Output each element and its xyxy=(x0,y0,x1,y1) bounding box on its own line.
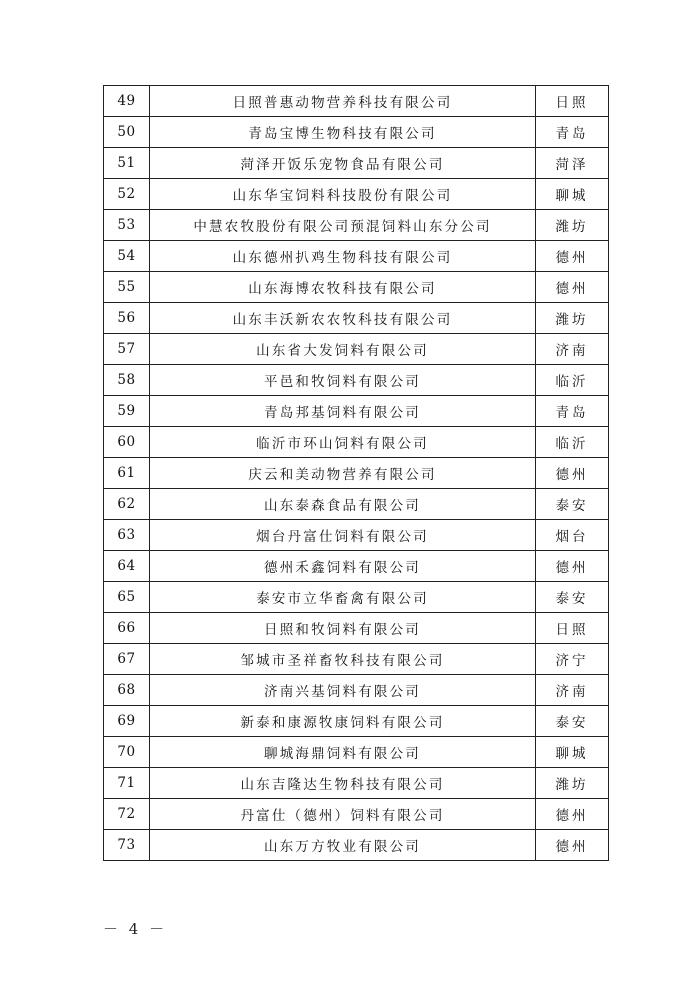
table-row xyxy=(104,675,609,706)
city-cell: 济南 xyxy=(536,675,609,706)
city-cell: 德州 xyxy=(536,830,609,861)
company-name-cell: 菏泽开饭乐宠物食品有限公司 xyxy=(150,148,536,179)
company-name-cell: 山东省大发饲料有限公司 xyxy=(150,334,536,365)
city-cell: 济南 xyxy=(536,334,609,365)
company-name-cell: 山东吉隆达生物科技有限公司 xyxy=(150,768,536,799)
table-row xyxy=(104,241,609,272)
table-row xyxy=(104,396,609,427)
table-row xyxy=(104,458,609,489)
city-cell: 潍坊 xyxy=(536,768,609,799)
row-number-cell: 65 xyxy=(104,582,150,613)
city-cell: 临沂 xyxy=(536,365,609,396)
company-name-cell: 山东海博农牧科技有限公司 xyxy=(150,272,536,303)
company-name-cell: 山东华宝饲料科技股份有限公司 xyxy=(150,179,536,210)
row-number-cell: 58 xyxy=(104,365,150,396)
city-cell: 德州 xyxy=(536,241,609,272)
page-number: － 4 － xyxy=(103,920,168,938)
city-cell: 潍坊 xyxy=(536,303,609,334)
row-number-cell: 49 xyxy=(104,86,150,117)
table-row xyxy=(104,365,609,396)
row-number-cell: 61 xyxy=(104,458,150,489)
row-number-cell: 64 xyxy=(104,551,150,582)
city-cell: 聊城 xyxy=(536,737,609,768)
company-name-cell: 青岛邦基饲料有限公司 xyxy=(150,396,536,427)
row-number-cell: 67 xyxy=(104,644,150,675)
company-name-cell: 山东丰沃新农农牧科技有限公司 xyxy=(150,303,536,334)
company-name-cell: 山东泰森食品有限公司 xyxy=(150,489,536,520)
row-number-cell: 60 xyxy=(104,427,150,458)
city-cell: 菏泽 xyxy=(536,148,609,179)
table-row xyxy=(104,551,609,582)
table-row xyxy=(104,613,609,644)
company-name-cell: 济南兴基饲料有限公司 xyxy=(150,675,536,706)
table-body xyxy=(104,86,609,861)
table-row xyxy=(104,179,609,210)
table-row xyxy=(104,303,609,334)
company-name-cell: 新泰和康源牧康饲料有限公司 xyxy=(150,706,536,737)
row-number-cell: 53 xyxy=(104,210,150,241)
table-row xyxy=(104,706,609,737)
city-cell: 德州 xyxy=(536,272,609,303)
company-name-cell: 日照和牧饲料有限公司 xyxy=(150,613,536,644)
table-row xyxy=(104,768,609,799)
city-cell: 济宁 xyxy=(536,644,609,675)
city-cell: 潍坊 xyxy=(536,210,609,241)
row-number-cell: 56 xyxy=(104,303,150,334)
city-cell: 泰安 xyxy=(536,582,609,613)
table-row xyxy=(104,86,609,117)
table-row xyxy=(104,799,609,830)
company-name-cell: 庆云和美动物营养有限公司 xyxy=(150,458,536,489)
table-row xyxy=(104,272,609,303)
company-name-cell: 中慧农牧股份有限公司预混饲料山东分公司 xyxy=(150,210,536,241)
row-number-cell: 69 xyxy=(104,706,150,737)
company-name-cell: 日照普惠动物营养科技有限公司 xyxy=(150,86,536,117)
row-number-cell: 50 xyxy=(104,117,150,148)
table-row xyxy=(104,489,609,520)
row-number-cell: 72 xyxy=(104,799,150,830)
city-cell: 德州 xyxy=(536,458,609,489)
company-name-cell: 邹城市圣祥畜牧科技有限公司 xyxy=(150,644,536,675)
city-cell: 烟台 xyxy=(536,520,609,551)
city-cell: 青岛 xyxy=(536,117,609,148)
city-cell: 德州 xyxy=(536,799,609,830)
table-row xyxy=(104,334,609,365)
row-number-cell: 51 xyxy=(104,148,150,179)
row-number-cell: 57 xyxy=(104,334,150,365)
company-name-cell: 山东德州扒鸡生物科技有限公司 xyxy=(150,241,536,272)
company-name-cell: 山东万方牧业有限公司 xyxy=(150,830,536,861)
table-row xyxy=(104,520,609,551)
row-number-cell: 63 xyxy=(104,520,150,551)
table-row xyxy=(104,148,609,179)
row-number-cell: 68 xyxy=(104,675,150,706)
company-name-cell: 临沂市环山饲料有限公司 xyxy=(150,427,536,458)
table-row xyxy=(104,737,609,768)
company-name-cell: 丹富仕（德州）饲料有限公司 xyxy=(150,799,536,830)
city-cell: 聊城 xyxy=(536,179,609,210)
company-list-table xyxy=(103,85,609,861)
row-number-cell: 55 xyxy=(104,272,150,303)
city-cell: 日照 xyxy=(536,86,609,117)
row-number-cell: 70 xyxy=(104,737,150,768)
city-cell: 德州 xyxy=(536,551,609,582)
row-number-cell: 59 xyxy=(104,396,150,427)
table-row xyxy=(104,582,609,613)
company-name-cell: 平邑和牧饲料有限公司 xyxy=(150,365,536,396)
row-number-cell: 62 xyxy=(104,489,150,520)
city-cell: 临沂 xyxy=(536,427,609,458)
table-row xyxy=(104,830,609,861)
city-cell: 日照 xyxy=(536,613,609,644)
table-row xyxy=(104,117,609,148)
row-number-cell: 66 xyxy=(104,613,150,644)
table-row xyxy=(104,427,609,458)
row-number-cell: 54 xyxy=(104,241,150,272)
city-cell: 青岛 xyxy=(536,396,609,427)
row-number-cell: 73 xyxy=(104,830,150,861)
company-name-cell: 烟台丹富仕饲料有限公司 xyxy=(150,520,536,551)
city-cell: 泰安 xyxy=(536,706,609,737)
row-number-cell: 52 xyxy=(104,179,150,210)
table-row xyxy=(104,644,609,675)
company-name-cell: 德州禾鑫饲料有限公司 xyxy=(150,551,536,582)
table-row xyxy=(104,210,609,241)
city-cell: 泰安 xyxy=(536,489,609,520)
company-name-cell: 青岛宝博生物科技有限公司 xyxy=(150,117,536,148)
company-name-cell: 聊城海鼎饲料有限公司 xyxy=(150,737,536,768)
row-number-cell: 71 xyxy=(104,768,150,799)
company-name-cell: 泰安市立华畜禽有限公司 xyxy=(150,582,536,613)
